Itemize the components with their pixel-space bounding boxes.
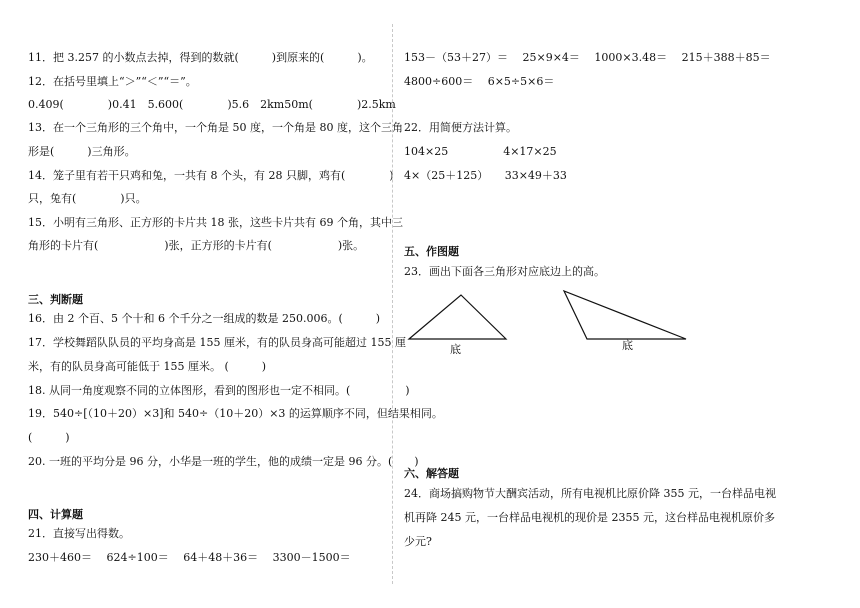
calc-row-1: 153－（53＋27）＝ 25×9×4＝ 1000×3.48＝ 215＋388＋85＝ xyxy=(404,51,771,64)
triangle-1-base-label: 底 xyxy=(450,343,461,356)
triangles-figure xyxy=(404,285,704,360)
question-13-line-2: 形是( )三角形。 xyxy=(28,145,136,158)
question-19-line-1: 19．540÷[（10＋20）×3]和 540÷（10＋20）×3 的运算顺序不同，但结果相同。 xyxy=(28,407,443,420)
question-24-line-1: 24．商场搞购物节大酬宾活动，所有电视机比原价降 355 元，一台样品电视 xyxy=(404,487,776,500)
question-23: 23．画出下面各三角形对应底边上的高。 xyxy=(404,265,605,278)
question-22-row-1: 104×25 4×17×25 xyxy=(404,145,557,158)
question-14-line-1: 14．笼子里有若干只鸡和兔，一共有 8 个头，有 28 只脚，鸡有( ) xyxy=(28,169,394,182)
question-16: 16．由 2 个百、5 个十和 6 个千分之一组成的数是 250.006。( ) xyxy=(28,312,381,325)
section-5-heading: 五、作图题 xyxy=(404,245,459,258)
question-20: 20. 一班的平均分是 96 分，小华是一班的学生，他的成绩一定是 96 分。( ) xyxy=(28,455,419,468)
question-24-line-3: 少元? xyxy=(404,535,432,548)
question-18: 18. 从同一角度观察不同的立体图形，看到的图形也一定不相同。( ) xyxy=(28,384,410,397)
question-12-items: 0.409( )0.41 5.600( )5.6 2km50m( )2.5km xyxy=(28,98,396,111)
calc-row-2: 4800÷600＝ 6×5÷5×6＝ xyxy=(404,75,555,88)
question-11: 11．把 3.257 的小数点去掉，得到的数就( )到原来的( )。 xyxy=(28,51,373,64)
question-17-line-1: 17．学校舞蹈队队员的平均身高是 155 厘米，有的队员身高可能超过 155 厘 xyxy=(28,336,406,349)
triangle-2 xyxy=(564,291,686,339)
section-3-heading: 三、判断题 xyxy=(28,293,83,306)
triangle-2-base-label: 底 xyxy=(622,339,633,352)
question-19-line-2: ( ) xyxy=(28,431,70,444)
question-21-items: 230＋460＝ 624÷100＝ 64＋48＋36＝ 3300－1500＝ xyxy=(28,551,351,564)
question-14-line-2: 只，兔有( )只。 xyxy=(28,192,147,205)
question-24-line-2: 机再降 245 元，一台样品电视机的现价是 2355 元，这台样品电视机原价多 xyxy=(404,511,775,524)
question-12: 12．在括号里填上“＞”“＜”“＝”。 xyxy=(28,75,197,88)
section-4-heading: 四、计算题 xyxy=(28,508,83,521)
triangle-1 xyxy=(409,295,506,339)
question-15-line-2: 角形的卡片有( )张，正方形的卡片有( )张。 xyxy=(28,239,365,252)
question-13-line-1: 13．在一个三角形的三个角中，一个角是 50 度，一个角是 80 度，这个三角 xyxy=(28,121,403,134)
section-6-heading: 六、解答题 xyxy=(404,467,459,480)
question-22-row-2: 4×（25＋125） 33×49＋33 xyxy=(404,169,567,182)
question-15-line-1: 15．小明有三角形、正方形的卡片共 18 张，这些卡片共有 69 个角，其中三 xyxy=(28,216,403,229)
column-divider xyxy=(392,24,393,584)
question-21: 21．直接写出得数。 xyxy=(28,527,130,540)
question-17-line-2: 米，有的队员身高可能低于 155 厘米。 ( ) xyxy=(28,360,267,373)
question-22: 22．用简便方法计算。 xyxy=(404,121,517,134)
